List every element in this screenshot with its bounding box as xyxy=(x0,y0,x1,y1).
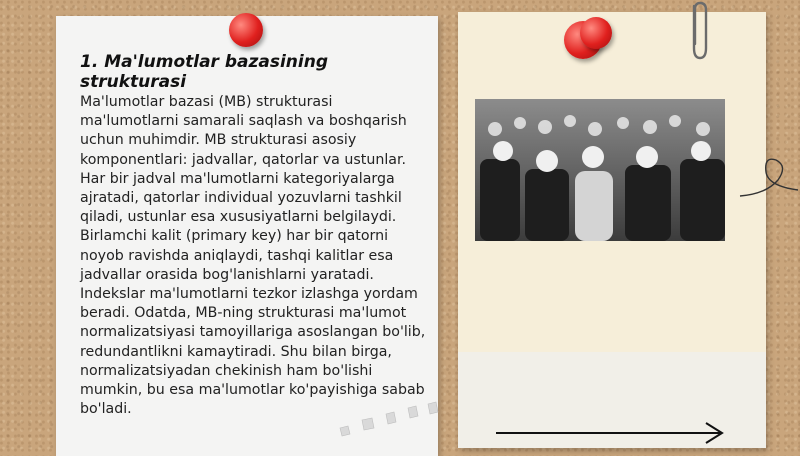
section-body-text: Ma'lumotlar bazasi (MB) strukturasi ma'lumotlarni samarali saqlash va boshqarish uchun muhimdir. MB strukturasi asosiy komponentlari: jadvallar, qatorlar va ustunlar. Har bir jadval ma'lumotlarni kategoriyalarga ajratadi, qatorlar individual yozuvlarni tashkil qiladi, ustunlar esa xususiyatlarni belgilaydi. Birlamchi kalit (primary key) har bir qatorni noyob ravishda aniqlaydi, tashqi kalitlar esa jadvallar orasida bog'lanishlarni yaratadi. Indekslar ma'lumotlarni tezkor izlashga yordam beradi. Odatda, MB-ning strukturasi ma'lumot normalizatsiyasi tamoyillariga asoslangan bo'lib, redundantlikni kamaytiradi. Shu bilan birga, normalizatsiyadan chekinish ham bo'lishi mumkin, bu esa ma'lumotlar ko'payishiga sabab bo'ladi. xyxy=(80,94,426,418)
push-pin-icon xyxy=(580,17,612,49)
section-title: 1. Ma'lumotlar bazasining strukturasi xyxy=(80,52,329,92)
tape-strip-decoration xyxy=(330,398,450,450)
left-note-card xyxy=(56,16,438,456)
vintage-party-photo xyxy=(475,99,725,241)
decorative-swirl-icon xyxy=(738,150,800,202)
arrow-right-icon xyxy=(494,420,726,446)
push-pin-icon xyxy=(229,13,263,47)
paper-clip-icon xyxy=(686,0,714,62)
